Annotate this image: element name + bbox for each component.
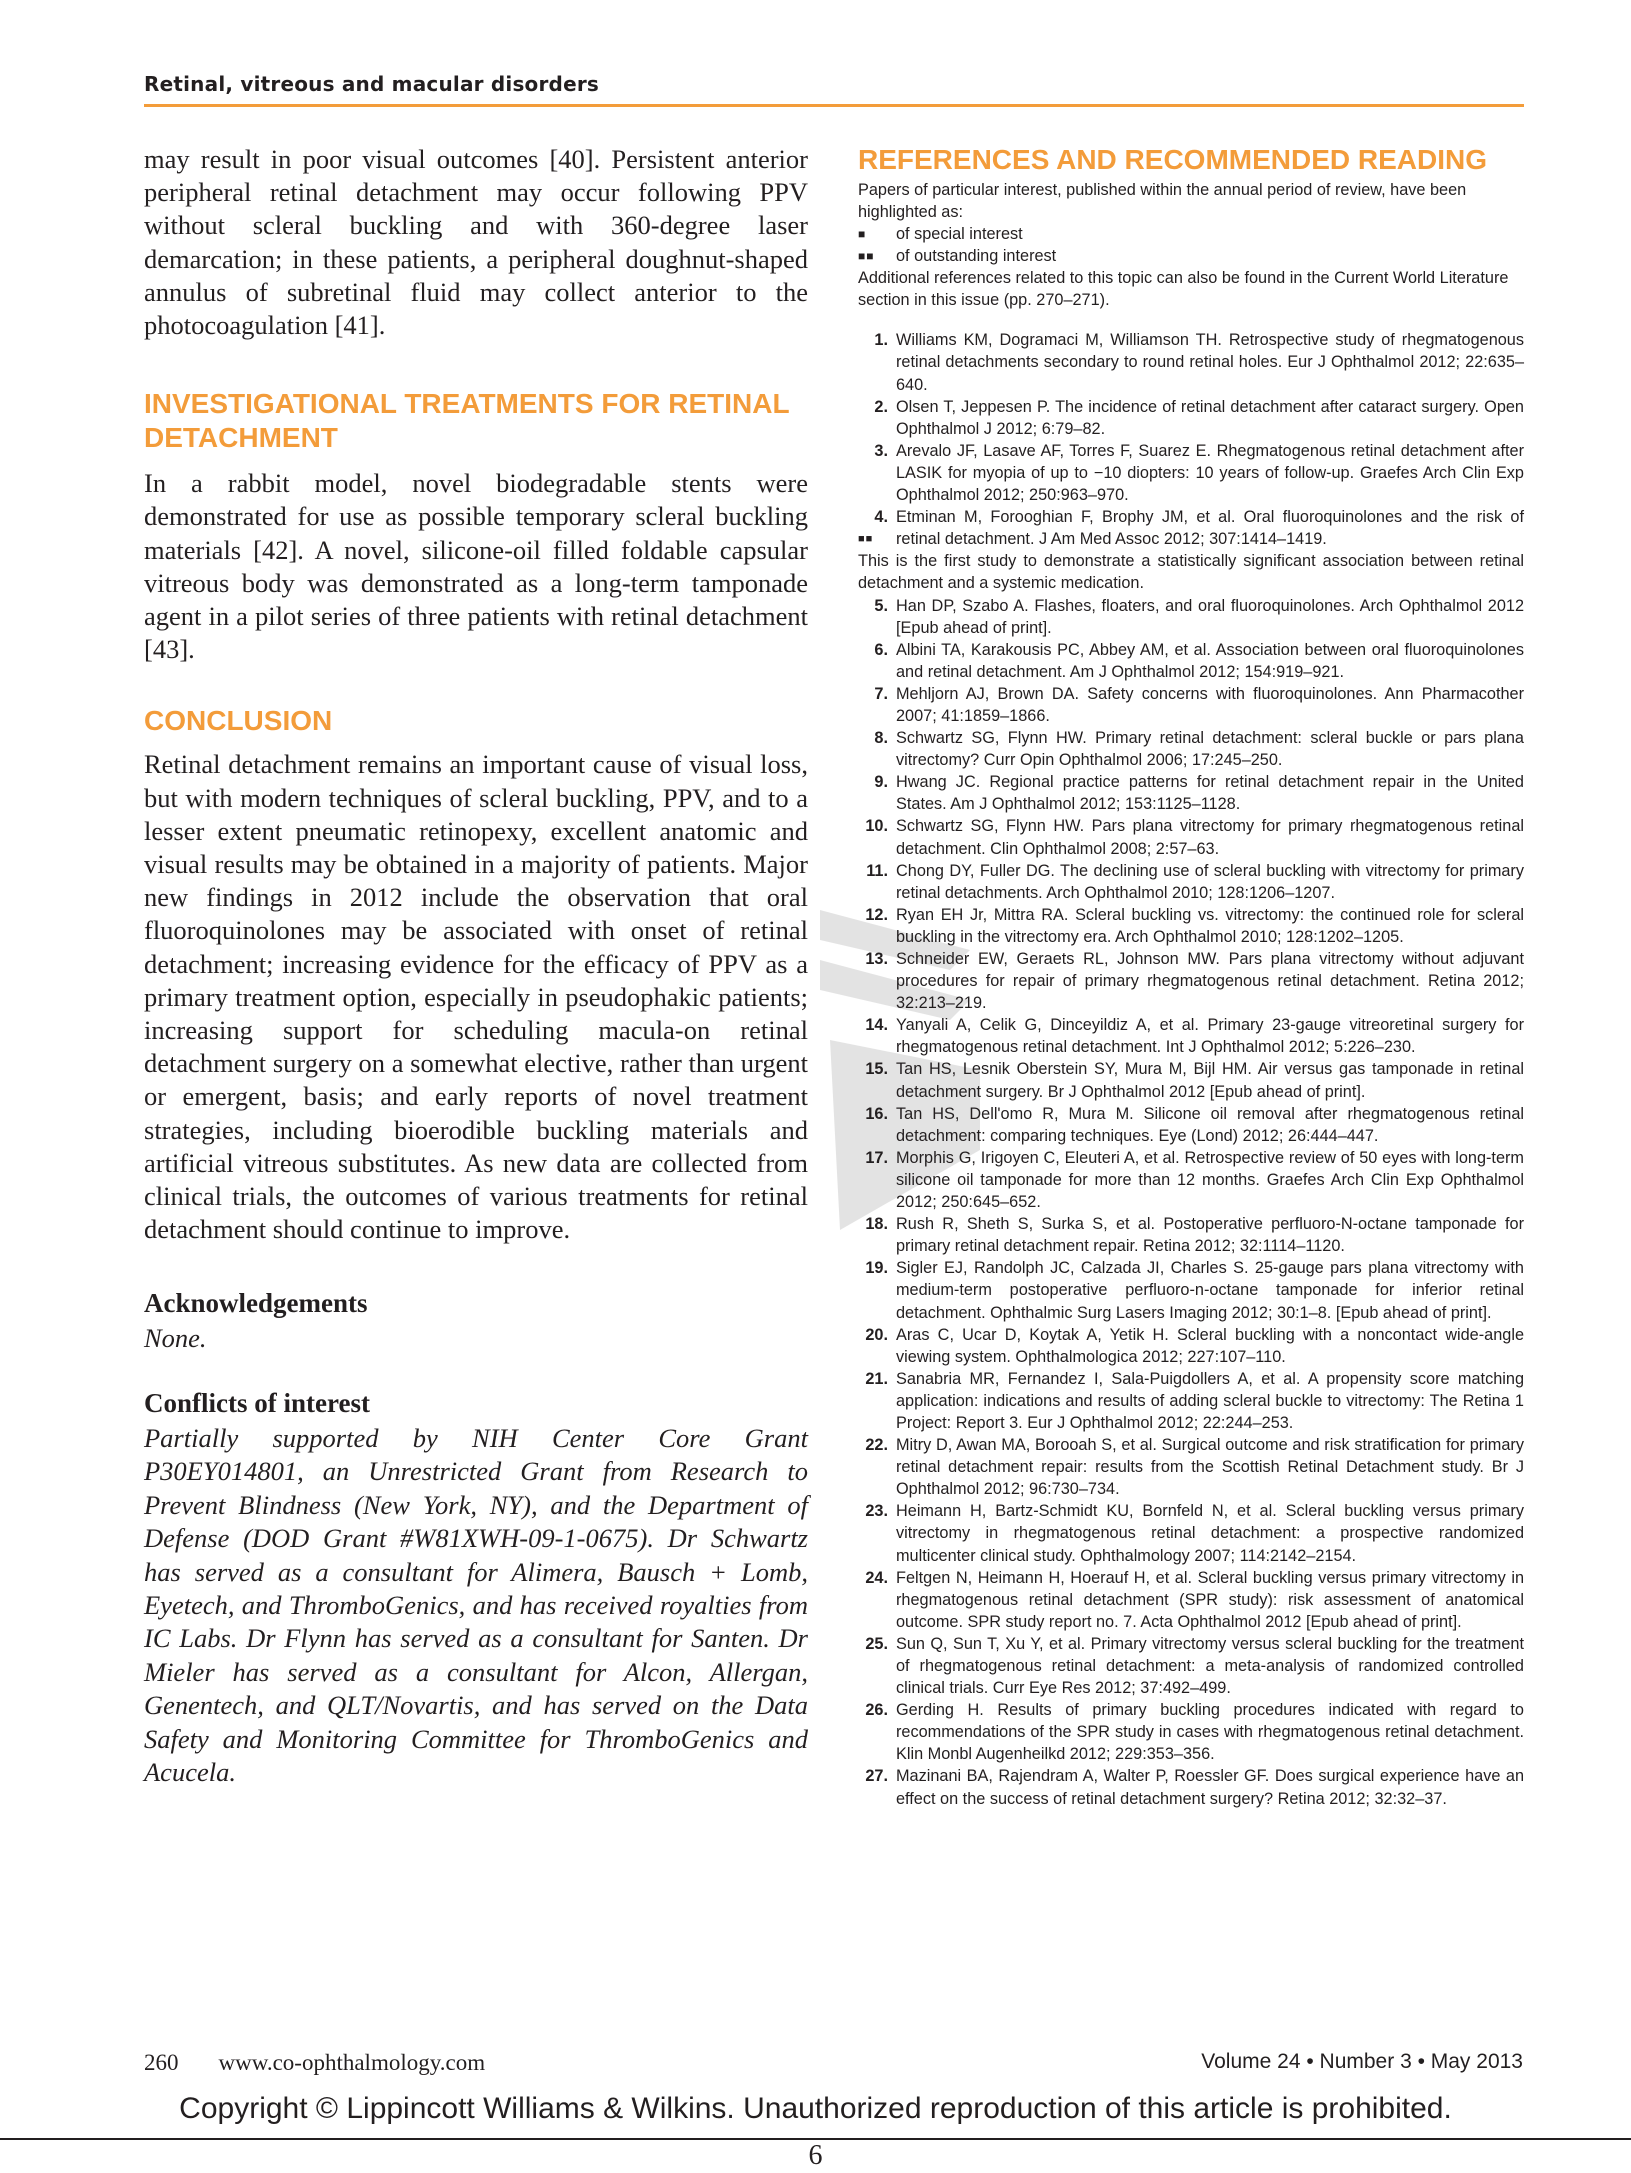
- reference-number: 25.: [865, 1634, 888, 1653]
- reference-text: Schwartz SG, Flynn HW. Pars plana vitrectomy for primary rhegmatogenous retinal detachment. Clin Ophthalmol 2008; 2:57–63.: [896, 817, 1524, 858]
- reference-text: Sun Q, Sun T, Xu Y, et al. Primary vitrectomy versus scleral buckling for the treatment of rhegmatogenous retinal detachment: a meta-analysis of randomized controlled clinical trials. Curr Eye Res 2012; 37:492–499.: [896, 1634, 1524, 1698]
- header-rule: [144, 104, 1524, 107]
- reference-item: [858, 1765, 1524, 1809]
- reference-annotation: This is the first study to demonstrate a statistically significant association between retinal detachment and a systemic medication.: [858, 552, 1524, 593]
- legend-label: of special interest: [896, 225, 1023, 244]
- reference-item: [858, 1058, 1524, 1102]
- reference-item: [858, 639, 1524, 683]
- reference-text: Tan HS, Dell'omo R, Mura M. Silicone oil removal after rhegmatogenous retinal detachment: comparing techniques. Eye (Lond) 2012; 26:444–447.: [896, 1104, 1524, 1145]
- paragraph-investigational: In a rabbit model, novel biodegradable stents were demonstrated for use as possible temporary scleral buckling materials [42]. A novel, silicone-oil filled foldable capsular vitreous body was demonstrated as a long-term tamponade agent in a pilot series of three patients with retinal detachment [43].: [144, 468, 808, 665]
- reference-item: [858, 1699, 1524, 1765]
- reference-item: [858, 1147, 1524, 1213]
- reference-number: 23.: [865, 1502, 888, 1521]
- reference-number: 8.: [874, 729, 888, 748]
- reference-text: Aras C, Ucar D, Koytak A, Yetik H. Scleral buckling with a noncontact wide-angle viewing system. Ophthalmologica 2012; 227:107–110.: [896, 1325, 1524, 1366]
- right-column: [858, 143, 1524, 1810]
- reference-number: 9.: [874, 773, 888, 792]
- reference-item: [858, 904, 1524, 948]
- reference-number: 17.: [865, 1148, 888, 1167]
- running-head: Retinal, vitreous and macular disorders: [144, 72, 600, 96]
- left-column: [144, 143, 808, 1789]
- reference-text: Yanyali A, Celik G, Dinceyildiz A, et al. Primary 23-gauge vitreoretinal surgery for rhegmatogenous retinal detachment. Int J Ophthalmol 2012; 5:226–230.: [896, 1016, 1524, 1057]
- footer-left: [144, 2050, 485, 2076]
- reference-item: [858, 1257, 1524, 1323]
- reference-number: 24.: [865, 1568, 888, 1587]
- heading-references: REFERENCES AND RECOMMENDED READING: [858, 144, 1488, 175]
- reference-item: [858, 396, 1524, 440]
- reference-item: [858, 860, 1524, 904]
- reference-item: [858, 948, 1524, 1014]
- reference-item: [858, 440, 1524, 506]
- reference-text: Schneider EW, Geraets RL, Johnson MW. Pars plana vitrectomy without adjuvant procedures for repair of primary rhegmatogenous retinal detachment. Retina 2012; 32:213–219.: [896, 950, 1524, 1013]
- reference-number: 15.: [865, 1060, 888, 1079]
- issue-info: Volume 24 • Number 3 • May 2013: [1201, 2050, 1523, 2073]
- reference-text: Mehljorn AJ, Brown DA. Safety concerns with fluoroquinolones. Ann Pharmacother 2007; 41:1859–1866.: [896, 684, 1524, 725]
- reference-text: Rush R, Sheth S, Surka S, et al. Postoperative perfluoro-N-octane tamponade for primary retinal detachment repair. Retina 2012; 32:1114–1120.: [896, 1215, 1524, 1256]
- reference-item: [858, 1434, 1524, 1500]
- reference-number: 12.: [865, 905, 888, 924]
- reference-number: 3.: [874, 441, 888, 460]
- reference-item: [858, 1500, 1524, 1566]
- reference-text: Ryan EH Jr, Mittra RA. Scleral buckling vs. vitrectomy: the continued role for scleral buckling in the vitrectomy era. Arch Ophthalmol 2010; 128:1202–1205.: [896, 905, 1524, 946]
- reference-item: [858, 683, 1524, 727]
- reference-text: Tan HS, Lesnik Oberstein SY, Mura M, Bijl HM. Air versus gas tamponade in retinal detachment surgery. Br J Ophthalmol 2012 [Epub ahead of print].: [896, 1060, 1524, 1101]
- reference-number: 21.: [865, 1369, 888, 1388]
- legend-mark: ■■: [858, 249, 875, 264]
- reference-text: Sanabria MR, Fernandez I, Sala-Puigdollers A, et al. A propensity score matching application: indications and results of adding scleral buckle to vitrectomy: The Retina 1 Project: Report 3. Eur J Ophthalmol 2012; 22:244–253.: [896, 1369, 1524, 1432]
- reference-number: 5.: [874, 596, 888, 615]
- reference-text: Sigler EJ, Randolph JC, Calzada JI, Charles S. 25-gauge pars plana vitrectomy with medium-term postoperative perfluoro-n-octane tamponade for inferior retinal detachment. Ophthalmic Surg Lasers Imaging 2012; 30:1–8. [Epub ahead of print].: [896, 1259, 1524, 1322]
- reference-text: Mazinani BA, Rajendram A, Walter P, Roessler GF. Does surgical experience have an effect on the success of retinal detachment surgery? Retina 2012; 32:32–37.: [896, 1767, 1524, 1808]
- paragraph-intro: may result in poor visual outcomes [40]. Persistent anterior peripheral retinal detachment may occur following PPV without scleral buckling and with 360-degree laser demarcation; in these patients, a peripheral doughnut-shaped annulus of subretinal fluid may collect anterior to the photocoagulation [41].: [144, 144, 808, 341]
- journal-url[interactable]: www.co-ophthalmology.com: [218, 2050, 486, 2075]
- reference-number: 13.: [865, 950, 888, 968]
- legend-outstanding: [858, 245, 1524, 267]
- reference-number: 7.: [874, 684, 888, 703]
- reference-item: [858, 595, 1524, 639]
- reference-text: Schwartz SG, Flynn HW. Primary retinal detachment: scleral buckle or pars plana vitrectomy? Curr Opin Ophthalmol 2006; 17:245–250.: [896, 729, 1524, 770]
- reference-text: Hwang JC. Regional practice patterns for retinal detachment repair in the United States. Am J Ophthalmol 2012; 153:1125–1128.: [896, 773, 1524, 814]
- heading-acknowledgements: Acknowledgements: [144, 1288, 368, 1319]
- reference-item: [858, 1324, 1524, 1368]
- reference-number: 18.: [865, 1215, 888, 1234]
- reference-text: Mitry D, Awan MA, Borooah S, et al. Surgical outcome and risk stratification for primary retinal detachment repair: results from the Scottish Retinal Detachment study. Br J Ophthalmol 2012; 96:730–734.: [896, 1436, 1524, 1499]
- reference-item: [858, 1213, 1524, 1257]
- reference-text: Williams KM, Dogramaci M, Williamson TH. Retrospective study of rhegmatogenous retinal detachments secondary to round retinal holes. Eur J Ophthalmol 2012; 22:635–640.: [896, 331, 1524, 394]
- references-additional: Additional references related to this topic can also be found in the Current World Literature section in this issue (pp. 270–271).: [858, 269, 1509, 310]
- reference-text: Albini TA, Karakousis PC, Abbey AM, et al. Association between oral fluoroquinolones and retinal detachment. Am J Ophthalmol 2012; 154:919–921.: [896, 640, 1524, 681]
- pdf-page-number: 6: [808, 2140, 823, 2171]
- reference-item: [858, 1103, 1524, 1147]
- reference-text: Morphis G, Irigoyen C, Eleuteri A, et al. Retrospective review of 50 eyes with long-term silicone oil tamponade for more than 12 months. Graefes Arch Clin Exp Ophthalmol 2012; 250:645–652.: [896, 1148, 1524, 1212]
- reference-item: [858, 771, 1524, 815]
- references-intro: Papers of particular interest, published within the annual period of review, have been highlighted as:: [858, 181, 1467, 222]
- outstanding-interest-badge: ■■: [858, 533, 874, 546]
- reference-item: [858, 329, 1524, 395]
- reference-text: Heimann H, Bartz-Schmidt KU, Bornfeld N, et al. Scleral buckling versus primary vitrectomy in rhegmatogenous retinal detachment: a prospective randomized multicenter clinical study. Ophthalmology 2007; 114:2142–2154.: [896, 1502, 1524, 1565]
- reference-number: 10.: [865, 817, 888, 836]
- reference-number: 26.: [865, 1701, 888, 1720]
- reference-number: 6.: [874, 640, 888, 659]
- reference-number: 2.: [874, 397, 888, 416]
- reference-item: [858, 1633, 1524, 1699]
- reference-number: 11.: [866, 861, 888, 880]
- reference-item: [858, 1368, 1524, 1434]
- acknowledgements-text: None.: [144, 1323, 207, 1354]
- reference-text: Han DP, Szabo A. Flashes, floaters, and oral fluoroquinolones. Arch Ophthalmol 2012 [Epub ahead of print].: [896, 596, 1524, 637]
- heading-investigational-treatments: INVESTIGATIONAL TREATMENTS FOR RETINAL DETACHMENT: [144, 388, 790, 454]
- copyright-notice: Copyright © Lippincott Williams & Wilkins. Unauthorized reproduction of this article is prohibited.: [179, 2092, 1452, 2125]
- reference-number: 1.: [874, 331, 888, 350]
- reference-item: [858, 1014, 1524, 1058]
- reference-number: 22.: [865, 1436, 888, 1455]
- reference-item: [858, 815, 1524, 859]
- page-number: 260: [144, 2050, 179, 2075]
- paragraph-conclusion: Retinal detachment remains an important cause of visual loss, but with modern techniques of scleral buckling, PPV, and to a lesser extent pneumatic retinopexy, excellent anatomic and visual results may be obtained in a majority of patients. Major new findings in 2012 include the observation that oral fluoroquinolones may be associated with onset of retinal detachment; increasing evidence for the efficacy of PPV as a primary treatment option, especially in pseudophakic patients; increasing support for scheduling macula-on retinal detachment surgery on a somewhat elective, rather than urgent or emergent, basis; and early reports of novel treatment strategies, including bioerodible buckling materials and artificial vitreous substitutes. As new data are collected from clinical trials, the outcomes of various treatments for retinal detachment should continue to improve.: [144, 749, 808, 1245]
- reference-item: [858, 506, 1524, 550]
- reference-text: Gerding H. Results of primary buckling procedures indicated with regard to recommendations of the SPR study in cases with rhegmatogenous retinal detachment. Klin Monbl Augenheilkd 2012; 229:353–356.: [896, 1701, 1524, 1764]
- reference-number: 27.: [865, 1767, 888, 1786]
- legend-mark: ■: [858, 227, 867, 242]
- heading-conclusion: CONCLUSION: [144, 705, 333, 737]
- heading-conflicts-of-interest: Conflicts of interest: [144, 1387, 370, 1418]
- legend-special: [858, 223, 1524, 245]
- reference-number: 4.: [874, 508, 888, 527]
- reference-item: [858, 1567, 1524, 1633]
- reference-text: Feltgen N, Heimann H, Hoerauf H, et al. Scleral buckling versus primary vitrectomy in rhegmatogenous retinal detachment (SPR study): risk assessment of anatomical outcome. SPR study report no. 7. Acta Ophthalmol 2012 [Epub ahead of print].: [896, 1568, 1524, 1631]
- reference-text: Olsen T, Jeppesen P. The incidence of retinal detachment after cataract surgery. Open Ophthalmol J 2012; 6:79–82.: [896, 397, 1524, 438]
- reference-number: 19.: [865, 1259, 888, 1278]
- conflicts-text: Partially supported by NIH Center Core Grant P30EY014801, an Unrestricted Grant from Research to Prevent Blindness (New York, NY), and the Department of Defense (DOD Grant #W81XWH-09-1-0675). Dr Schwartz has served as a consultant for Alimera, Bausch + Lomb, Eyetech, and ThromboGenics, and has received royalties from IC Labs. Dr Flynn has served as a consultant for Santen. Dr Mieler has served as a consultant for Alcon, Allergan, Genentech, and QLT/Novartis, and has served on the Data Safety and Monitoring Committee for ThromboGenics and Acucela.: [144, 1422, 808, 1787]
- reference-number: 16.: [865, 1104, 888, 1123]
- reference-text: Etminan M, Forooghian F, Brophy JM, et al. Oral fluoroquinolones and the risk of retinal detachment. J Am Med Assoc 2012; 307:1414–1419.: [896, 508, 1524, 549]
- reference-number: 14.: [865, 1016, 888, 1035]
- reference-text: Chong DY, Fuller DG. The declining use of scleral buckling with vitrectomy for primary retinal detachments. Arch Ophthalmol 2010; 128:1206–1207.: [896, 861, 1524, 902]
- reference-number: 20.: [865, 1325, 888, 1344]
- reference-text: Arevalo JF, Lasave AF, Torres F, Suarez E. Rhegmatogenous retinal detachment after LASIK for myopia of up to −10 diopters: 10 years of follow-up. Graefes Arch Clin Exp Ophthalmol 2012; 250:963–970.: [896, 441, 1524, 505]
- legend-label: of outstanding interest: [896, 247, 1057, 266]
- reference-item: [858, 727, 1524, 771]
- reference-list: [858, 329, 1524, 1809]
